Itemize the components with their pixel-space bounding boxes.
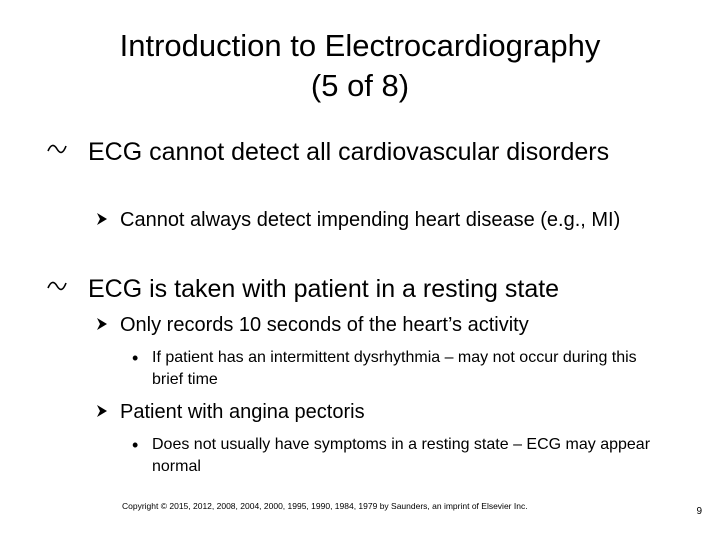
arrowhead-bullet-icon: [96, 212, 108, 226]
page-number: 9: [696, 506, 702, 517]
bullet-text: ECG is taken with patient in a resting state: [88, 275, 560, 303]
sub-bullet-item: [94, 208, 674, 233]
arrowhead-bullet-icon: [96, 404, 108, 418]
sub-sub-bullet-item: [132, 434, 672, 478]
slide-title-line-2: (5 of 8): [310, 68, 410, 103]
copyright-notice: Copyright © 2015, 2012, 2008, 2004, 2000, 1995, 1990, 1984, 1979 by Saunders, an imprint of Elsevier Inc.: [122, 501, 528, 511]
sub-bullet-text: Patient with angina pectoris: [120, 401, 365, 423]
sub-bullet-item: [94, 400, 674, 425]
dot-bullet-icon: •: [132, 348, 139, 368]
bullet-item: [46, 136, 666, 168]
wave-bullet-icon: [46, 141, 68, 157]
sub-bullet-text: Only records 10 seconds of the heart’s activity: [120, 314, 529, 336]
sub-sub-bullet-text: If patient has an intermittent dysrhythmia – may not occur during this brief time: [152, 349, 637, 388]
bullet-item: [46, 273, 666, 305]
slide-title-line-1: Introduction to Electrocardiography: [119, 28, 601, 63]
sub-sub-bullet-item: [132, 347, 672, 391]
wave-bullet-icon: [46, 278, 68, 294]
dot-bullet-icon: •: [132, 435, 139, 455]
sub-bullet-item: [94, 313, 674, 338]
arrowhead-bullet-icon: [96, 317, 108, 331]
sub-sub-bullet-text: Does not usually have symptoms in a resting state – ECG may appear normal: [152, 436, 651, 475]
slide-title: [40, 26, 680, 106]
sub-bullet-text: Cannot always detect impending heart disease (e.g., MI): [120, 209, 621, 231]
bullet-text: ECG cannot detect all cardiovascular disorders: [88, 138, 610, 166]
